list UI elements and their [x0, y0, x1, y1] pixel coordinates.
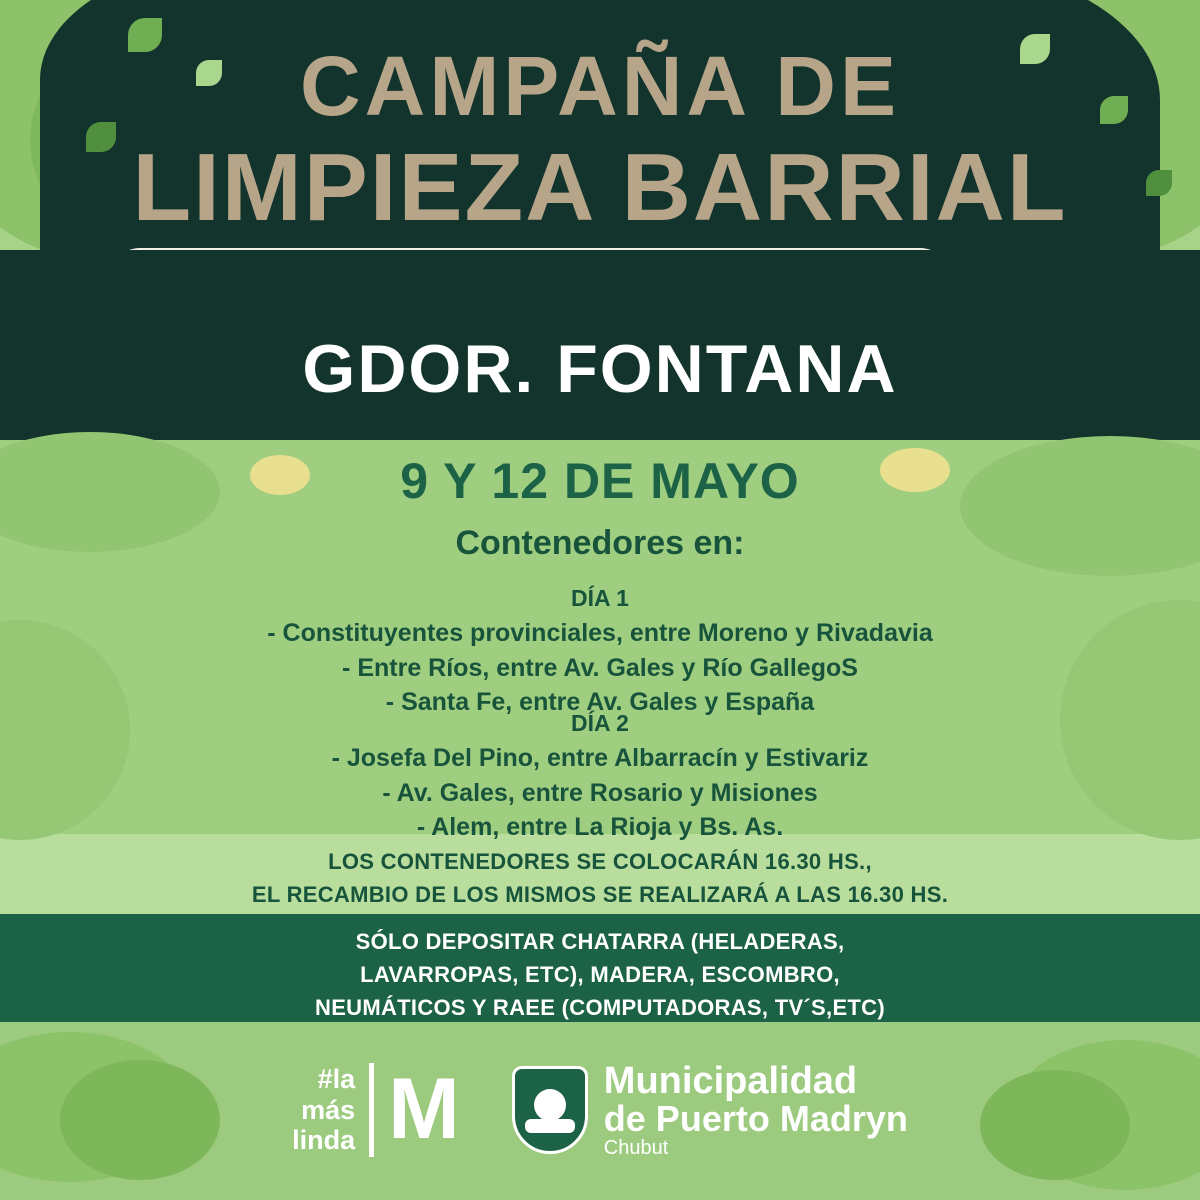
municipality-logo — [512, 1062, 908, 1158]
municipality-line-2: de Puerto Madryn — [603, 1097, 908, 1139]
deposit-instructions — [0, 925, 1200, 1024]
day-1-location: - Santa Fe, entre Av. Gales y España — [385, 688, 815, 716]
footer-logos — [0, 1040, 1200, 1180]
municipality-line-1: Municipalidad — [603, 1060, 858, 1103]
page-title-line1: CAMPAÑA DE — [300, 39, 900, 133]
campaign-dates: 9 Y 12 DE MAYO — [400, 453, 800, 509]
water-icon — [525, 1119, 575, 1133]
slogan-line-2: más — [301, 1094, 356, 1125]
day-2-location: - Josefa Del Pino, entre Albarracín y Estivariz — [331, 744, 869, 772]
slogan-line-1: #la — [317, 1063, 356, 1094]
containers-label: Contenedores en: — [455, 524, 745, 562]
logo-m-mark: M — [388, 1061, 460, 1158]
coat-of-arms-inner — [525, 1085, 575, 1135]
municipality-wordmark — [604, 1062, 908, 1158]
day-1-title: DÍA 1 — [571, 585, 629, 611]
page-title-line2: LIMPIEZA BARRIAL — [132, 134, 1068, 241]
deposit-line: NEUMÁTICOS Y RAEE (COMPUTADORAS, TV´S,ETC) — [315, 995, 885, 1020]
deposit-line: SÓLO DEPOSITAR CHATARRA (HELADERAS, — [355, 929, 845, 954]
day-1-location: - Entre Ríos, entre Av. Gales y Río GallegoS — [342, 653, 858, 682]
logo-divider — [369, 1063, 374, 1157]
day-2-location: - Av. Gales, entre Rosario y Misiones — [382, 778, 818, 807]
schedule-notice — [0, 845, 1200, 911]
neighborhood-title: GDOR. FONTANA — [302, 331, 898, 407]
day-2-block — [0, 710, 1200, 845]
slogan-line-3: linda — [292, 1125, 356, 1156]
la-mas-linda-logo — [292, 1063, 460, 1157]
day-2-title: DÍA 2 — [571, 710, 629, 736]
coat-of-arms-icon — [512, 1066, 588, 1154]
deposit-line: LAVARROPAS, ETC), MADERA, ESCOMBRO, — [360, 962, 840, 987]
schedule-notice-line: LOS CONTENEDORES SE COLOCARÁN 16.30 HS., — [328, 849, 872, 874]
day-1-block — [0, 585, 1200, 720]
sun-icon — [534, 1089, 566, 1121]
day-1-location: - Constituyentes provinciales, entre Moreno y Rivadavia — [267, 619, 933, 647]
la-mas-linda-slogan — [292, 1064, 355, 1156]
municipality-line-3: Chubut — [603, 1136, 669, 1159]
schedule-notice-line: EL RECAMBIO DE LOS MISMOS SE REALIZARÁ A LAS 16.30 HS. — [251, 882, 949, 907]
day-2-location: - Alem, entre La Rioja y Bs. As. — [416, 813, 784, 841]
